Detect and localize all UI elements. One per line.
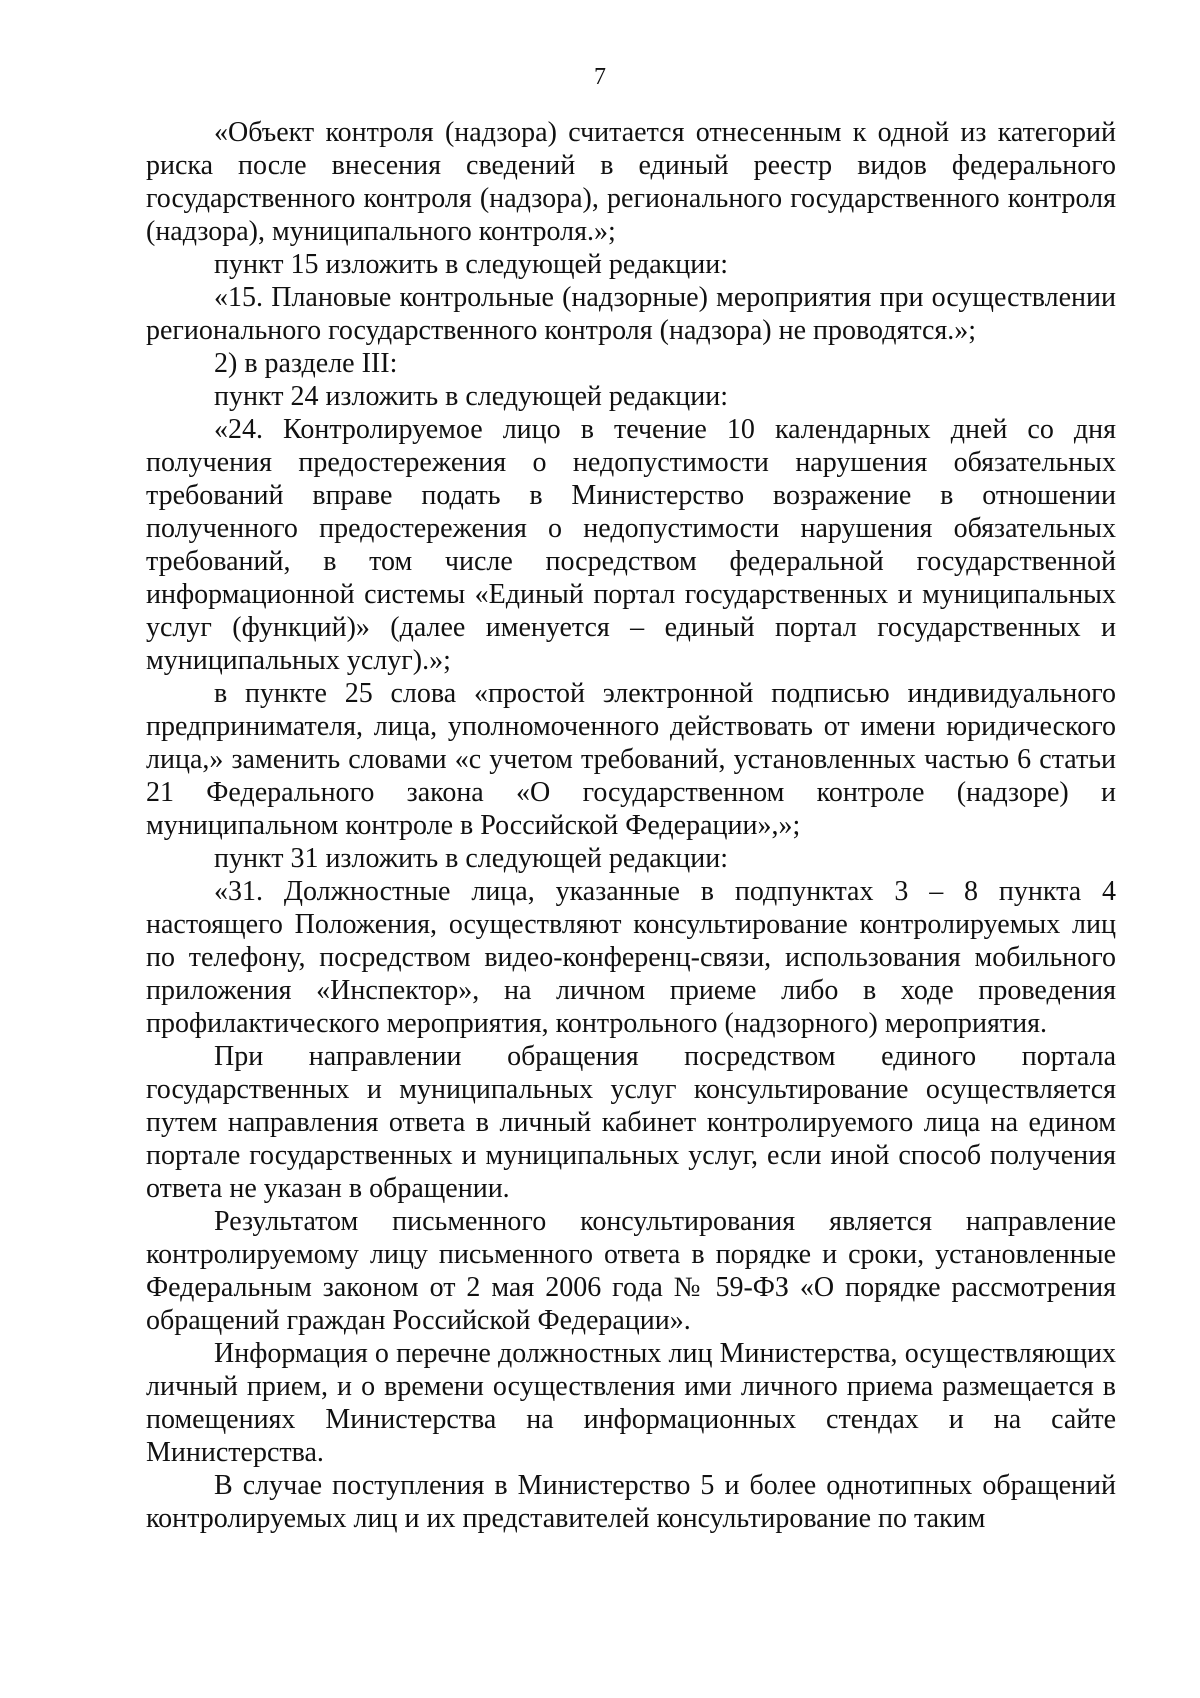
paragraph: «Объект контроля (надзора) считается отнесенным к одной из категорий риска после внесения сведений в единый реестр видов федерального государственного контроля (надзора), регионального государственного контроля (надзора), муниципального контроля.»; — [146, 117, 1116, 247]
paragraph: «31. Должностные лица, указанные в подпунктах 3 – 8 пункта 4 настоящего Положения, осуществляют консультирование контролируемых лиц по телефону, посредством видео-конференц-связи, использования мобильного приложения «Инспектор», на личном приеме либо в ходе проведения профилактического мероприятия, контрольного (надзорного) мероприятия. — [146, 876, 1116, 1039]
paragraph: пункт 15 изложить в следующей редакции: — [214, 249, 728, 280]
paragraph: Результатом письменного консультирования является направление контролируемому лицу письменного ответа в порядке и сроки, установленные Федеральным законом от 2 мая 2006 года № 59-ФЗ «О порядке рассмотрения обращений граждан Российской Федерации». — [146, 1206, 1116, 1336]
page-number: 7 — [594, 64, 606, 90]
paragraph: Информация о перечне должностных лиц Министерства, осуществляющих личный прием, и о времени осуществления ими личного приема размещается в помещениях Министерства на информационных стендах и на сайте Министерства. — [146, 1338, 1116, 1468]
paragraph: 2) в разделе III: — [214, 348, 398, 379]
paragraph: пункт 31 изложить в следующей редакции: — [214, 843, 728, 874]
paragraph: пункт 24 изложить в следующей редакции: — [214, 381, 728, 412]
paragraph: «24. Контролируемое лицо в течение 10 календарных дней со дня получения предостережения о недопустимости нарушения обязательных требований вправе подать в Министерство возражение в отношении полученного предостережения о недопустимости нарушения обязательных требований, в том числе посредством федеральной государственной информационной системы «Единый портал государственных и муниципальных услуг (функций)» (далее именуется – единый портал государственных и муниципальных услуг).»; — [146, 414, 1116, 676]
paragraph: в пункте 25 слова «простой электронной подписью индивидуального предпринимателя, лица, уполномоченного действовать от имени юридического лица,» заменить словами «с учетом требований, установленных частью 6 статьи 21 Федерального закона «О государственном контроле (надзоре) и муниципальном контроле в Российской Федерации»,»; — [146, 678, 1116, 841]
paragraph: При направлении обращения посредством единого портала государственных и муниципальных услуг консультирование осуществляется путем направления ответа в личный кабинет контролируемого лица на едином портале государственных и муниципальных услуг, если иной способ получения ответа не указан в обращении. — [146, 1041, 1116, 1204]
paragraph: В случае поступления в Министерство 5 и более однотипных обращений контролируемых лиц и их представителей консультирование по таким — [146, 1470, 1116, 1534]
document-body — [146, 116, 1116, 1535]
paragraph: «15. Плановые контрольные (надзорные) мероприятия при осуществлении регионального государственного контроля (надзора) не проводятся.»; — [146, 282, 1116, 346]
